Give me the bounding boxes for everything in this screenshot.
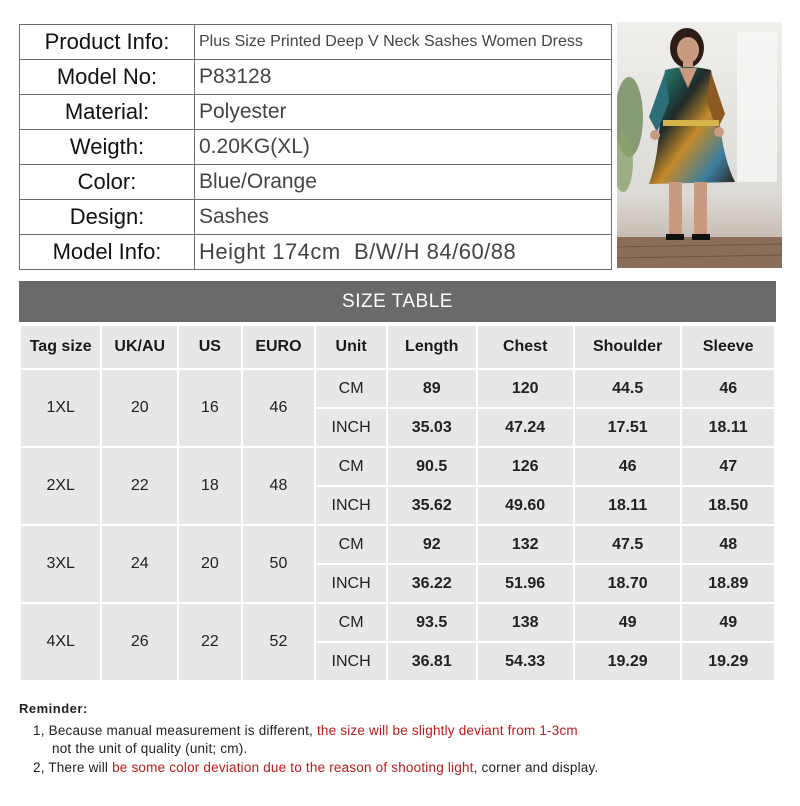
info-value: P83128 [195, 60, 612, 95]
length-cell: 90.5 [388, 448, 476, 485]
us-cell: 16 [179, 370, 241, 446]
header-uk-au: UK/AU [102, 326, 177, 368]
unit-cell: INCH [316, 643, 386, 680]
header-length: Length [388, 326, 476, 368]
header-tag-size: Tag size [21, 326, 100, 368]
info-row-color [20, 165, 612, 200]
reminder-text: 1, Because manual measurement is different, [33, 723, 317, 738]
uk-au-cell: 20 [102, 370, 177, 446]
info-value: Plus Size Printed Deep V Neck Sashes Women Dress [195, 25, 612, 60]
info-label: Material: [20, 95, 195, 130]
header-shoulder: Shoulder [575, 326, 681, 368]
info-row-model [20, 60, 612, 95]
euro-cell: 50 [243, 526, 315, 602]
info-row-design [20, 200, 612, 235]
info-row-model-info [20, 235, 612, 270]
unit-cell: INCH [316, 409, 386, 446]
length-cell: 35.62 [388, 487, 476, 524]
length-cell: 36.81 [388, 643, 476, 680]
us-cell: 20 [179, 526, 241, 602]
us-cell: 18 [179, 448, 241, 524]
tag-size-cell: 4XL [21, 604, 100, 680]
chest-cell: 51.96 [478, 565, 573, 602]
reminder-line-1 [33, 723, 578, 738]
length-cell: 93.5 [388, 604, 476, 641]
product-info-table [19, 24, 612, 270]
length-cell: 89 [388, 370, 476, 407]
shoulder-cell: 46 [575, 448, 681, 485]
shoulder-cell: 47.5 [575, 526, 681, 563]
chest-cell: 54.33 [478, 643, 573, 680]
sleeve-cell: 18.89 [682, 565, 774, 602]
info-value: Polyester [195, 95, 612, 130]
sleeve-cell: 49 [682, 604, 774, 641]
info-value: 0.20KG(XL) [195, 130, 612, 165]
reminder-text: , corner and display. [473, 760, 599, 775]
shoulder-cell: 18.11 [575, 487, 681, 524]
reminder-line-2 [33, 760, 598, 775]
info-row-weight [20, 130, 612, 165]
table-row [21, 604, 774, 641]
shoulder-cell: 18.70 [575, 565, 681, 602]
chest-cell: 126 [478, 448, 573, 485]
euro-cell: 48 [243, 448, 315, 524]
tag-size-cell: 3XL [21, 526, 100, 602]
unit-cell: CM [316, 448, 386, 485]
reminder-title: Reminder: [19, 701, 88, 716]
sleeve-cell: 18.50 [682, 487, 774, 524]
info-label: Product Info: [20, 25, 195, 60]
chest-cell: 120 [478, 370, 573, 407]
unit-cell: CM [316, 370, 386, 407]
uk-au-cell: 24 [102, 526, 177, 602]
shoulder-cell: 19.29 [575, 643, 681, 680]
model-photo [617, 22, 782, 268]
sleeve-cell: 18.11 [682, 409, 774, 446]
us-cell: 22 [179, 604, 241, 680]
table-row [21, 370, 774, 407]
reminder-highlight: the size will be slightly deviant from 1-3cm [316, 723, 578, 738]
header-chest: Chest [478, 326, 573, 368]
shoulder-cell: 17.51 [575, 409, 681, 446]
sleeve-cell: 46 [682, 370, 774, 407]
reminder-section [19, 701, 88, 716]
table-row [21, 448, 774, 485]
info-value: Height 174cm B/W/H 84/60/88 [195, 235, 612, 270]
tag-size-cell: 1XL [21, 370, 100, 446]
header-unit: Unit [316, 326, 386, 368]
tag-size-cell: 2XL [21, 448, 100, 524]
euro-cell: 46 [243, 370, 315, 446]
size-table-title: SIZE TABLE [19, 281, 776, 322]
reminder-line-1-cont: not the unit of quality (unit; cm). [52, 741, 248, 756]
chest-cell: 47.24 [478, 409, 573, 446]
header-us: US [179, 326, 241, 368]
euro-cell: 52 [243, 604, 315, 680]
info-value: Blue/Orange [195, 165, 612, 200]
info-row-product [20, 25, 612, 60]
size-table-header [21, 326, 774, 368]
chest-cell: 138 [478, 604, 573, 641]
header-sleeve: Sleeve [682, 326, 774, 368]
sleeve-cell: 47 [682, 448, 774, 485]
unit-cell: CM [316, 604, 386, 641]
length-cell: 36.22 [388, 565, 476, 602]
unit-cell: INCH [316, 487, 386, 524]
unit-cell: CM [316, 526, 386, 563]
reminder-text: 2, There will [33, 760, 113, 775]
info-label: Model No: [20, 60, 195, 95]
shoulder-cell: 49 [575, 604, 681, 641]
size-table [19, 324, 776, 682]
info-label: Model Info: [20, 235, 195, 270]
length-cell: 35.03 [388, 409, 476, 446]
header-euro: EURO [243, 326, 315, 368]
chest-cell: 49.60 [478, 487, 573, 524]
info-row-material [20, 95, 612, 130]
chest-cell: 132 [478, 526, 573, 563]
length-cell: 92 [388, 526, 476, 563]
uk-au-cell: 26 [102, 604, 177, 680]
info-label: Design: [20, 200, 195, 235]
info-value: Sashes [195, 200, 612, 235]
sleeve-cell: 48 [682, 526, 774, 563]
info-label: Weigth: [20, 130, 195, 165]
table-row [21, 526, 774, 563]
shoulder-cell: 44.5 [575, 370, 681, 407]
sleeve-cell: 19.29 [682, 643, 774, 680]
info-label: Color: [20, 165, 195, 200]
unit-cell: INCH [316, 565, 386, 602]
reminder-highlight: be some color deviation due to the reason of shooting light [112, 760, 474, 775]
uk-au-cell: 22 [102, 448, 177, 524]
